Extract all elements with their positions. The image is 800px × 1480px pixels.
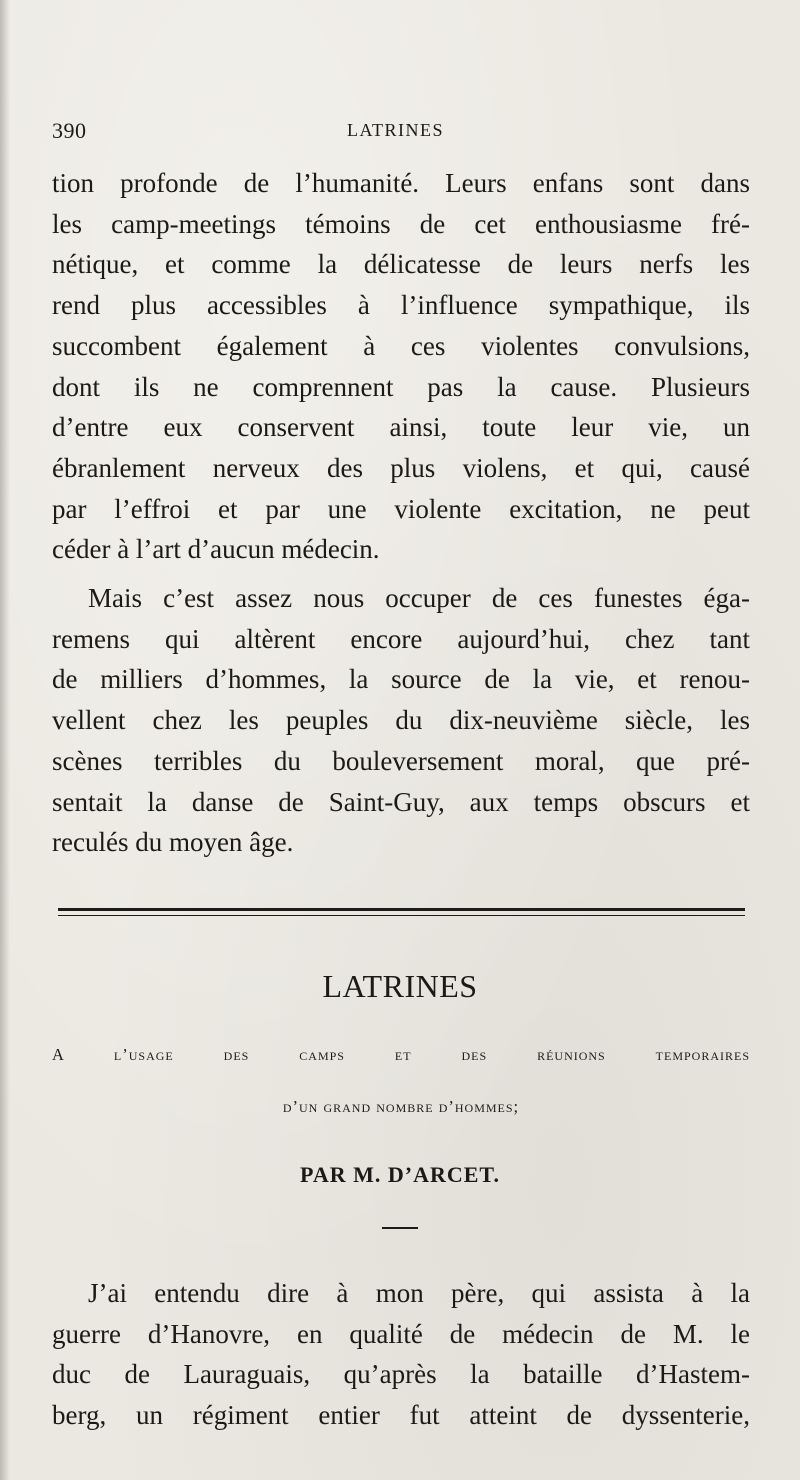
- running-head: [52, 118, 750, 148]
- article-author: PAR M. D’ARCET.: [300, 1162, 500, 1187]
- text-line: J’ai entendu dire à mon père, qui assista à la: [88, 1278, 750, 1308]
- article-subtitle-line-1: A l’usage des camps et des réunions temporaires: [52, 1045, 750, 1064]
- short-rule: [382, 1227, 418, 1229]
- page-number: 390: [52, 118, 87, 143]
- text-line: reculés du moyen âge.: [52, 827, 294, 858]
- text-line: ébranlement nerveux des plus violens, et qui, causé: [52, 452, 750, 483]
- text-line: sentait la danse de Saint-Guy, aux temps obscurs et: [52, 786, 750, 817]
- paragraph-dance: [52, 578, 750, 863]
- text-line: succombent également à ces violentes convulsions,: [52, 330, 750, 361]
- section-divider: [58, 908, 745, 916]
- text-line: dont ils ne comprennent pas la cause. Plusieurs: [52, 371, 750, 402]
- text-line: tion profonde de l’humanité. Leurs enfans sont dans: [52, 168, 750, 198]
- text-line: berg, un régiment entier fut atteint de dyssenterie,: [52, 1400, 750, 1431]
- text-line: guerre d’Hanovre, en qualité de médecin de M. le: [52, 1318, 750, 1349]
- paragraph-continued: [52, 163, 750, 570]
- article-subtitle-line-2: d’un grand nombre d’hommes;: [282, 1097, 520, 1116]
- article-title: LATRINES: [322, 968, 478, 1004]
- text-line: scènes terribles du bouleversement moral, que pré-: [52, 745, 750, 776]
- text-line: par l’effroi et par une violente excitation, ne peut: [52, 493, 750, 524]
- text-line: les camp-meetings témoins de cet enthousiasme fré-: [52, 208, 750, 239]
- text-line: d’entre eux conservent ainsi, toute leur vie, un: [52, 412, 750, 443]
- running-title: LATRINES: [347, 120, 444, 140]
- text-line: remens qui altèrent encore aujourd’hui, chez tant: [52, 623, 750, 654]
- text-line: duc de Lauraguais, qu’après la bataille d’Hastem-: [52, 1359, 750, 1390]
- text-line: nétique, et comme la délicatesse de leurs nerfs les: [52, 249, 750, 280]
- text-line: vellent chez les peuples du dix-neuvième siècle, les: [52, 705, 750, 736]
- paragraph-hanovre: [52, 1273, 750, 1436]
- text-line: de milliers d’hommes, la source de la vie, et renou-: [52, 664, 750, 695]
- text-line: Mais c’est assez nous occuper de ces funestes éga-: [88, 583, 750, 613]
- text-line: céder à l’art d’aucun médecin.: [52, 534, 380, 565]
- page-left-edge: [0, 0, 10, 1480]
- text-line: rend plus accessibles à l’influence sympathique, ils: [52, 290, 750, 321]
